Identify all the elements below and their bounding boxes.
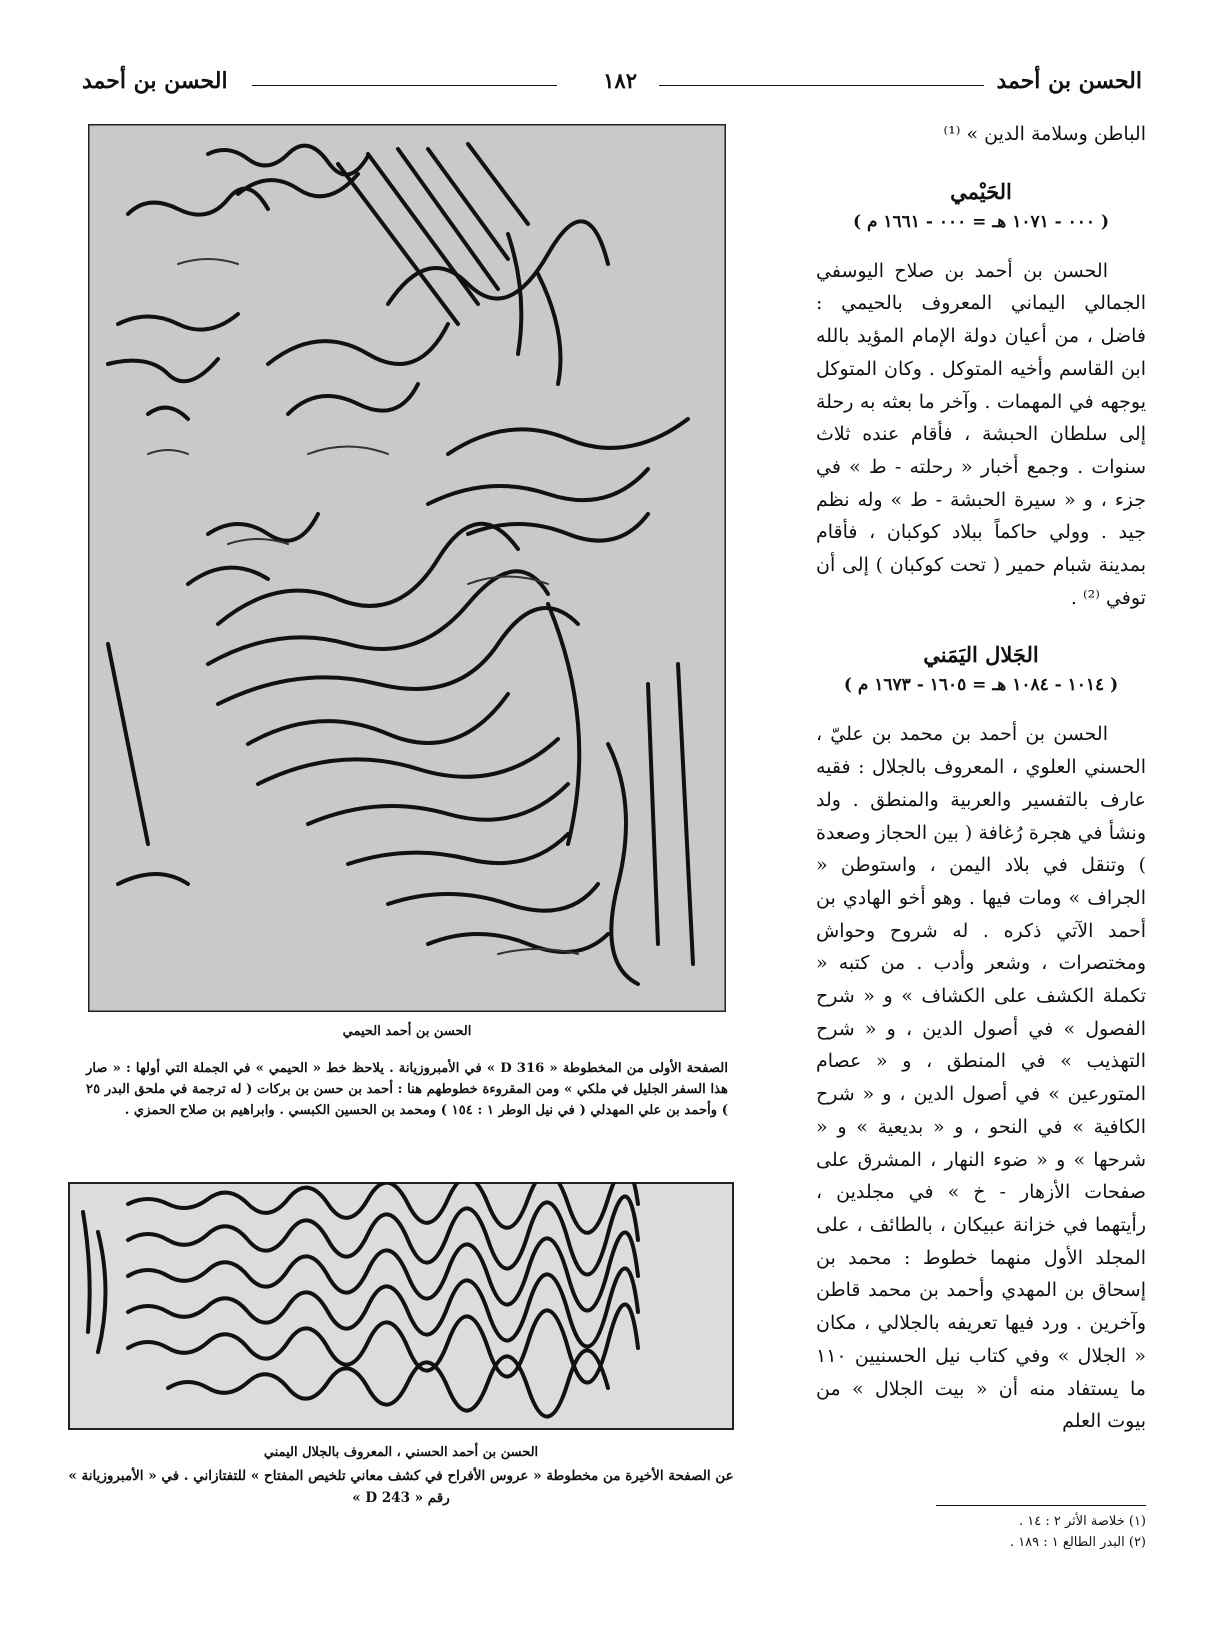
header-right-title: الحسن بن أحمد	[996, 68, 1142, 94]
figure2-caption: الحسن بن أحمد الحسني ، المعروف بالجلال اليمني	[263, 1445, 539, 1460]
page-number: ١٨٢	[603, 68, 637, 93]
figure2-description-line1: عن الصفحة الأخيرة من مخطوطة « عروس الأفراح في كشف معاني تلخيص المفتاح » للتفتازاني . في « الأمبروزيانة »	[68, 1468, 734, 1484]
intro-line: الباطن وسلامة الدين » ⁽¹⁾	[943, 123, 1146, 145]
running-header	[82, 68, 1142, 102]
header-left-title: الحسن بن أحمد	[82, 68, 228, 94]
entry-dates-jalal: ( ١٠١٤ - ١٠٨٤ هـ = ١٦٠٥ - ١٦٧٣ م )	[843, 675, 1119, 696]
figure1-description: الصفحة الأولى من المخطوطة « D 316 » في الأمبروزيانة . يلاحظ خط « الحيمي » في الجملة التي أولها : « صار هذا السفر الجليل في ملكي » ومن المقروءة خطوطهم هنا : أحمد بن حسن بن بركات ( له ترجمة في ملحق البدر ٢٥ ) وأحمد بن علي المهدلي ( في نيل الوطر ١ : ١٥٤ ) ومحمد بن الحسين الكبسي . وابراهيم بن صلاح الحمزي .	[86, 1061, 728, 1118]
entry-body-jalal: الحسن بن أحمد بن محمد بن عليّ ، الحسني العلوي ، المعروف بالجلال : فقيه عارف بالتفسير والعربية والمنطق . ولد ونشأ في هجرة رُغافة ( بين الحجاز وصعدة ) وتنقل في بلاد اليمن ، واستوطن « الجراف » ومات فيها . وهو أخو الهادي بن أحمد الآتي ذكره . له شروح وحواش ومختصرات ، وشعر وأدب . من كتبه « تكملة الكشف على الكشاف » و « شرح الفصول » في أصول الدين ، و « شرح التهذيب » في المنطق ، و « عصام المتورعين » في أصول الدين ، و « شرح الكافية » في النحو ، و « بديعية » و « شرحها » و « ضوء النهار ، المشرق على صفحات الأزهار - خ » في مجلدين ، رأيتهما في خزانة عبيكان ، بالطائف ، على المجلد الأول منهما خطوط : محمد بن إسحاق بن المهدي وأحمد بن محمد قاطن وآخرين . ورد فيها تعريفه بالجلالي ، مكان « الجلال » وفي كتاب نيل الحسنيين ١١٠ ما يستفاد منه أن « بيت الجلال » من بيوت العلم	[816, 723, 1146, 1433]
entry-dates-haymi: ( ٠٠٠ - ١٠٧١ هـ = ٠٠٠ - ١٦٦١ م )	[852, 211, 1109, 232]
entry-title-jalal: الجَلال اليَمَني	[923, 642, 1039, 668]
header-rule-left	[252, 85, 557, 86]
entry-body-haymi: الحسن بن أحمد بن صلاح اليوسفي الجمالي اليماني المعروف بالحيمي : فاضل ، من أعيان دولة الإمام المؤيد بالله ابن القاسم وأخيه المتوكل . وكان المتوكل يوجهه في المهمات . وآخر ما بعثه به رحلة إلى سلطان الحبشة ، فأقام عنده ثلاث سنوات . وجمع أخبار « رحلته - ط » في جزء ، و « سيرة الحبشة - ط » وله نظم جيد . وولي حاكماً ببلاد كوكبان ، فأقام بمدينة شبام حمير ( تحت كوكبان ) إلى أن توفي ⁽²⁾ .	[816, 259, 1146, 609]
footnote-1: (١) خلاصة الأثر ٢ : ١٤ .	[1018, 1514, 1146, 1529]
manuscript-image-1	[88, 124, 726, 1012]
text-column	[816, 118, 1146, 1438]
figure2-description-line2: رقم « D 243 »	[352, 1490, 450, 1506]
entry-title-haymi: الحَيْمي	[950, 178, 1012, 204]
figure2-description	[68, 1465, 734, 1509]
manuscript-scribbles-1	[88, 124, 726, 1012]
manuscript-image-2	[68, 1182, 734, 1430]
manuscript-scribbles-2	[68, 1182, 734, 1430]
footnote-2: (٢) البدر الطالع ١ : ١٨٩ .	[1009, 1535, 1146, 1550]
header-rule-right	[659, 85, 984, 86]
footnote-rule	[936, 1505, 1146, 1506]
figure1-caption: الحسن بن أحمد الحيمي	[342, 1024, 472, 1039]
